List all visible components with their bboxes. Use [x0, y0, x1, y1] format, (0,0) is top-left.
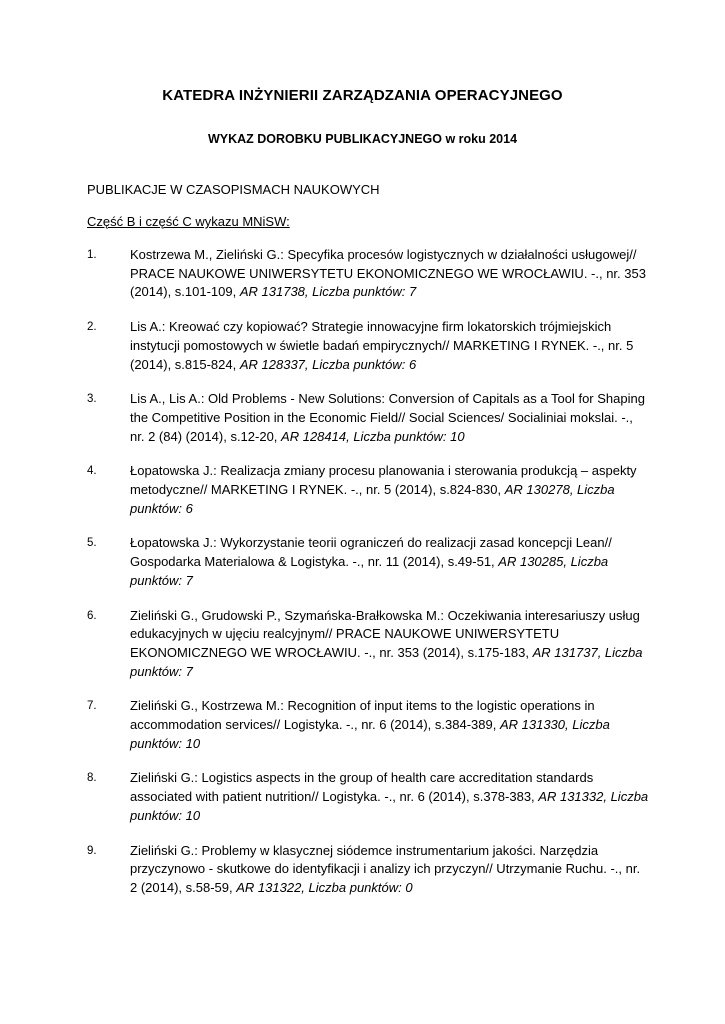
entry-number: 2.: [87, 321, 97, 334]
list-item: [0, 246, 725, 302]
entry-text: Lis A.: Kreować czy kopiować? Strategie innowacyjne firm lokatorskich trójmiejskich instytucji pomostowych w świetle badań empirycznych// MARKETING I RYNEK. -., nr. 5 (2014), s.815-824,: [130, 319, 634, 372]
entry-text: Lis A., Lis A.: Old Problems - New Solutions: Conversion of Capitals as a Tool for Shaping the Competitive Position in the Economic Field// Social Sciences/ Socialiniai mokslai. -., nr. 2 (84) (2014), s.12-20,: [130, 391, 645, 444]
list-item: [0, 769, 725, 825]
entry-number: 5.: [87, 537, 97, 550]
entry-score: AR 128337, Liczba punktów: 6: [239, 356, 417, 372]
page-title: KATEDRA INŻYNIERII ZARZĄDZANIA OPERACYJNEGO: [162, 87, 563, 104]
entry-text: Zieliński G.: Problemy w klasycznej siódemce instrumentarium jakości. Narzędzia przyczynowo - skutkowe do identyfikacji i analizy ich przyczyn// Utrzymanie Ruchu. -., nr. 2 (2014), s.58-59,: [130, 842, 641, 895]
entry-number: 4.: [87, 465, 97, 478]
list-item: [0, 842, 725, 898]
page-subtitle: WYKAZ DOROBKU PUBLIKACYJNEGO w roku 2014: [207, 132, 518, 146]
entry-score: AR 131737, Liczba punktów: 7: [130, 644, 643, 679]
entry-text: Łopatowska J.: Wykorzystanie teorii ograniczeń do realizacji zasad koncepcji Lean// Gospodarka Materialowa & Logistyka. -., nr. 11 (2014), s.49-51,: [130, 535, 612, 570]
publication-list: [0, 246, 725, 914]
list-item: [0, 318, 725, 374]
list-item: [0, 462, 725, 518]
section-subheading: Część B i część C wykazu MNiSW:: [87, 214, 290, 229]
entry-text: Łopatowska J.: Realizacja zmiany procesu planowania i sterowania produkcją – aspekty metodyczne// MARKETING I RYNEK. -., nr. 5 (2014), s.824-830,: [130, 463, 637, 498]
entry-number: 1.: [87, 249, 97, 261]
list-item: [0, 697, 725, 753]
entry-number: 9.: [87, 844, 97, 857]
entry-text: Zieliński G., Kostrzewa M.: Recognition of input items to the logistic operations in accommodation services// Logistyka. -., nr. 6 (2014), s.384-389,: [130, 698, 595, 733]
entry-text: Kostrzewa M., Zieliński G.: Specyfika procesów logistycznych w działalności usługowej// PRACE NAUKOWE UNIWERSYTETU EKONOMICZNEGO WE WROCŁAWIU. -., nr. 353 (2014), s.101-109,: [130, 247, 646, 300]
entry-number: 3.: [87, 393, 97, 406]
entry-score: AR 130285, Liczba punktów: 7: [130, 554, 609, 588]
entry-text: Zieliński G.: Logistics aspects in the group of health care accreditation standards associated with patient nutrition// Logistyka. -., nr. 6 (2014), s.378-383,: [130, 770, 594, 805]
entry-number: 6.: [87, 609, 97, 622]
entry-score: AR 131332, Liczba punktów: 10: [130, 789, 649, 823]
section-heading: PUBLIKACJE W CZASOPISMACH NAUKOWYCH: [87, 182, 380, 197]
entry-number: 7.: [87, 700, 97, 713]
list-item: [0, 607, 725, 682]
entry-score: AR 131322, Liczba punktów: 0: [236, 879, 413, 895]
entry-score: AR 131738, Liczba punktów: 7: [239, 284, 417, 300]
entry-score: AR 128414, Liczba punktów: 10: [281, 428, 465, 444]
list-item: [0, 534, 725, 590]
list-item: [0, 390, 725, 446]
entry-number: 8.: [87, 772, 97, 785]
entry-text: Zieliński G., Grudowski P., Szymańska-Brałkowska M.: Oczekiwania interesariuszy usług edukacyjnych w ujęciu realcyjnym// PRACE NAUKOWE UNIWERSYTETU EKONOMICZNEGO WE WROCŁAWIU. -., nr. 353 (2014), s.175-183,: [130, 607, 640, 660]
entry-score: AR 130278, Liczba punktów: 6: [130, 482, 615, 516]
entry-score: AR 131330, Liczba punktów: 10: [130, 717, 610, 751]
